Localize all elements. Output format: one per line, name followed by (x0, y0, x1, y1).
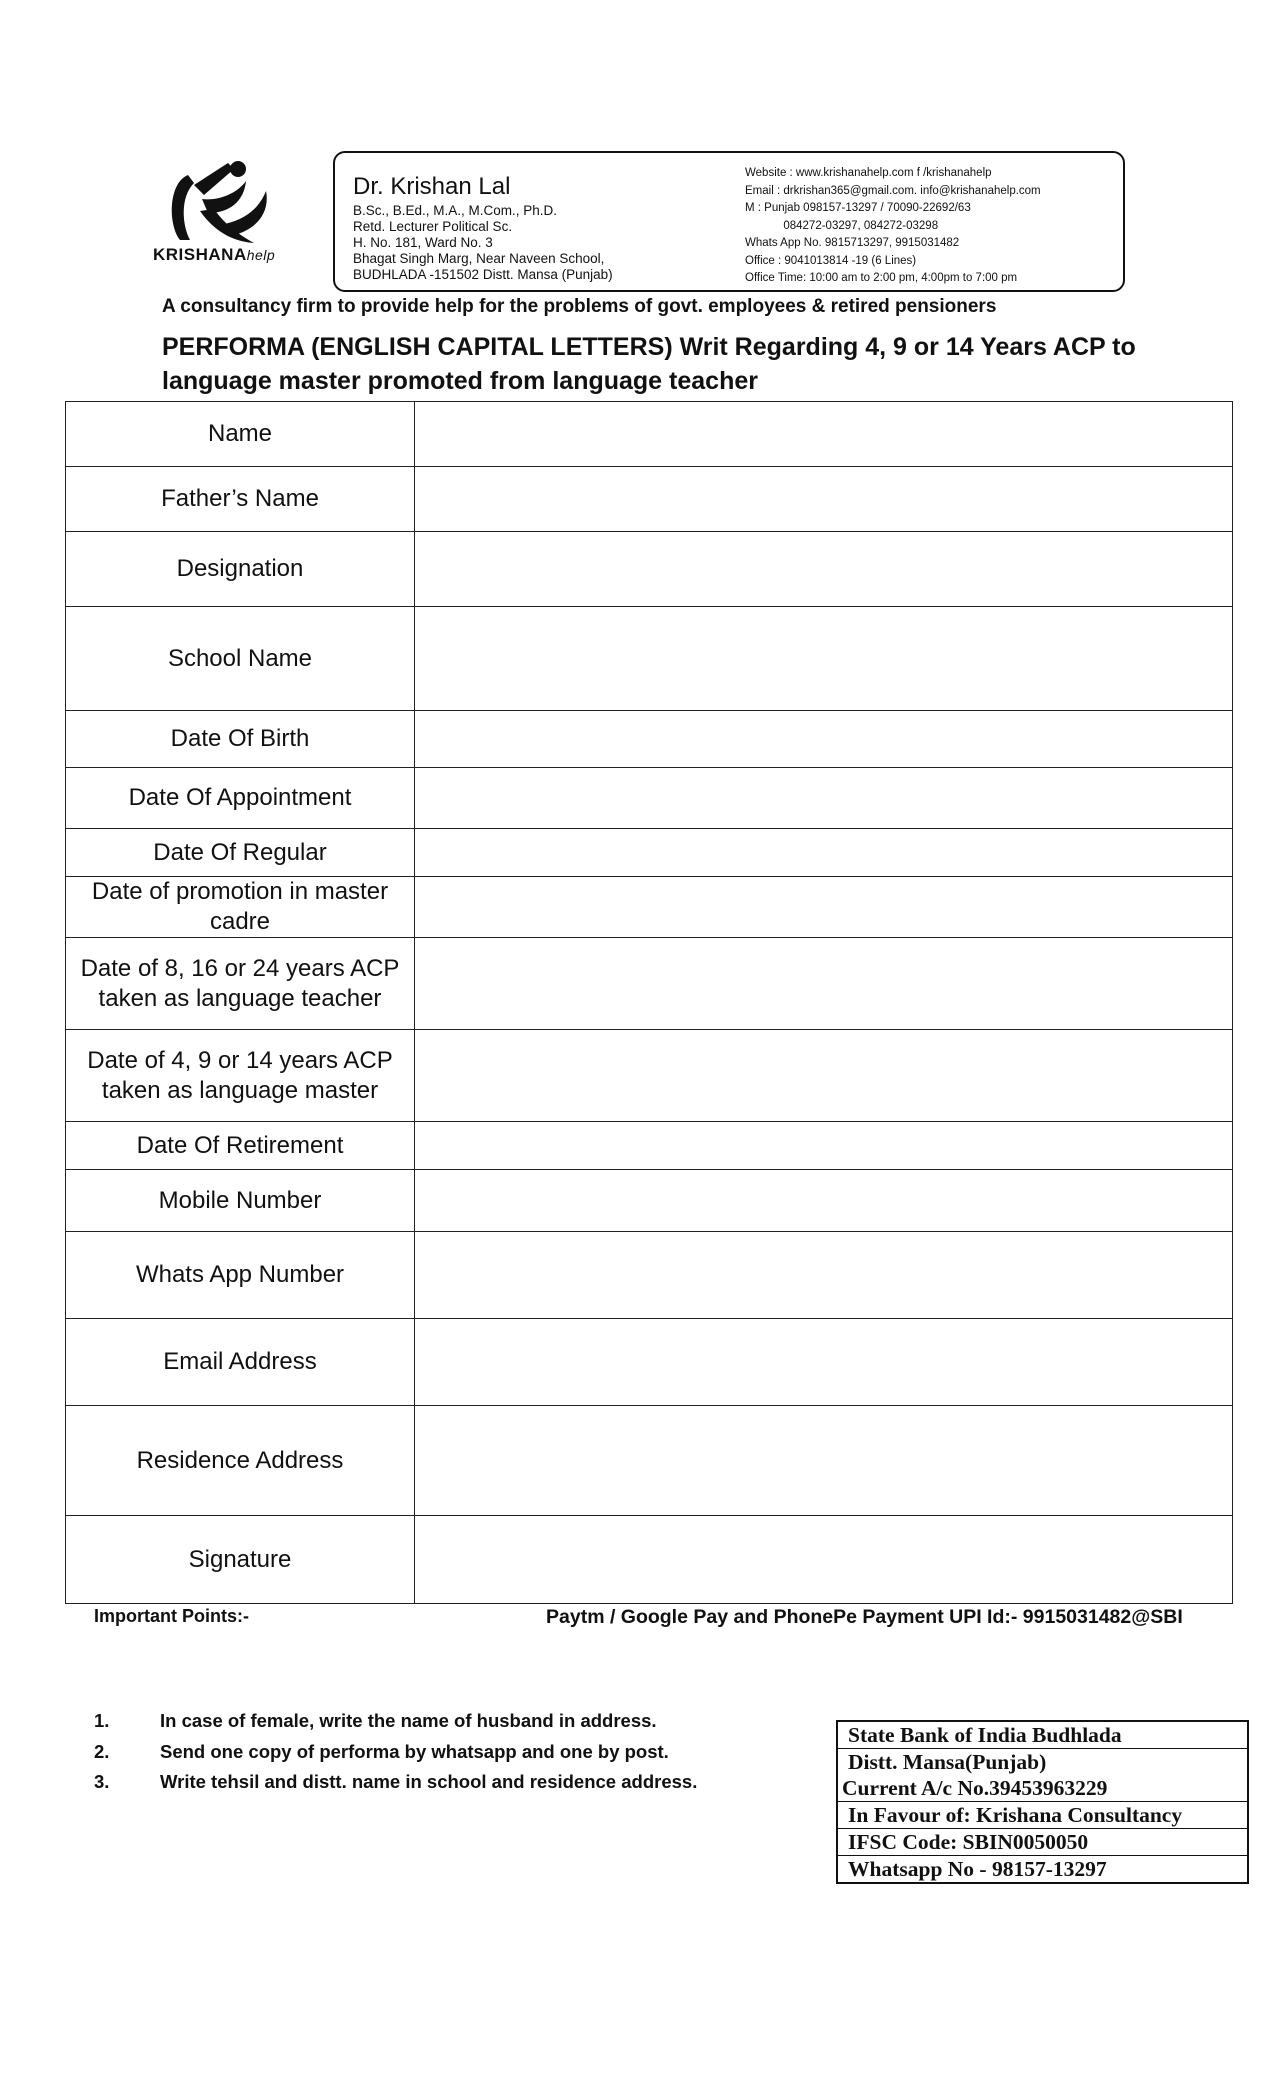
table-row (66, 1030, 1233, 1122)
field-value[interactable] (415, 1516, 1233, 1604)
table-row (66, 1516, 1233, 1604)
qualification-line: Retd. Lecturer Political Sc. (353, 219, 513, 234)
table-row (66, 607, 1233, 711)
field-value[interactable] (415, 1232, 1233, 1319)
field-label: Designation (66, 532, 415, 607)
bank-favour: In Favour of: Krishana Consultancy (837, 1802, 1248, 1829)
important-points-label: Important Points:- (94, 1606, 249, 1626)
table-row (66, 711, 1233, 768)
field-value[interactable] (415, 1030, 1233, 1122)
table-row (66, 768, 1233, 829)
field-label: School Name (66, 607, 415, 711)
field-label: Residence Address (66, 1406, 415, 1516)
address-line: H. No. 181, Ward No. 3 (353, 235, 493, 250)
table-row (66, 532, 1233, 607)
email-line: Email : drkrishan365@gmail.com. info@krishanahelp.com (745, 184, 1041, 197)
logo-text: KRISHANAhelp (153, 245, 276, 264)
field-value[interactable] (415, 467, 1233, 532)
field-value[interactable] (415, 829, 1233, 877)
table-row (66, 1122, 1233, 1170)
table-row (66, 938, 1233, 1030)
field-value[interactable] (415, 877, 1233, 938)
address-line: BUDHLADA -151502 Distt. Mansa (Punjab) (353, 267, 613, 282)
field-label: Date Of Birth (66, 711, 415, 768)
field-value[interactable] (415, 607, 1233, 711)
field-value[interactable] (415, 711, 1233, 768)
field-value[interactable] (415, 938, 1233, 1030)
address-line: Bhagat Singh Marg, Near Naveen School, (353, 251, 605, 266)
important-points-list (94, 1710, 697, 1802)
field-label: Email Address (66, 1319, 415, 1406)
field-value[interactable] (415, 768, 1233, 829)
phone-line: M : Punjab 098157-13297 / 70090-22692/63 (745, 202, 971, 214)
bank-whatsapp: Whatsapp No - 98157-13297 (837, 1856, 1248, 1884)
field-label: Father’s Name (66, 467, 415, 532)
whatsapp-line: Whats App No. 9815713297, 9915031482 (745, 237, 960, 249)
bank-district: Distt. Mansa(Punjab) (837, 1749, 1248, 1776)
page-title: PERFORMA (ENGLISH CAPITAL LETTERS) Writ Regarding 4, 9 or 14 Years ACP to language master promoted from language teacher (162, 333, 1136, 395)
card-contact (745, 165, 1115, 288)
bank-account: Current A/c No.39453963229 (842, 1776, 1108, 1800)
qualification-line: B.Sc., B.Ed., M.A., M.Com., Ph.D. (353, 203, 558, 218)
performa-table (65, 401, 1233, 1604)
field-value[interactable] (415, 1122, 1233, 1170)
table-row (66, 1232, 1233, 1319)
list-item: 3. Write tehsil and distt. name in school and residence address. (94, 1771, 698, 1792)
list-item: 2. Send one copy of performa by whatsapp and one by post. (94, 1740, 669, 1762)
field-value[interactable] (415, 1170, 1233, 1232)
field-label: Name (66, 402, 415, 467)
table-row (66, 877, 1233, 938)
field-label: Date of 4, 9 or 14 years ACP taken as language master (66, 1030, 415, 1122)
contact-card (333, 151, 1125, 292)
bank-ifsc: IFSC Code: SBIN0050050 (837, 1829, 1248, 1856)
field-label: Date Of Appointment (66, 768, 415, 829)
field-value[interactable] (415, 532, 1233, 607)
field-label: Date of promotion in master cadre (66, 877, 415, 938)
doctor-name: Dr. Krishan Lal (353, 173, 511, 200)
field-label: Signature (66, 1516, 415, 1604)
website-line: Website : www.krishanahelp.com f /krishanahelp (745, 167, 992, 179)
office-line: Office : 9041013814 -19 (6 Lines) (745, 254, 917, 267)
field-label: Date Of Regular (66, 829, 415, 877)
table-row (66, 402, 1233, 467)
field-value[interactable] (415, 402, 1233, 467)
field-label: Date of 8, 16 or 24 years ACP taken as language teacher (66, 938, 415, 1030)
table-row (66, 829, 1233, 877)
field-label: Whats App Number (66, 1232, 415, 1319)
bank-details-box (836, 1720, 1249, 1884)
field-value[interactable] (415, 1406, 1233, 1516)
upi-payment-text: Paytm / Google Pay and PhonePe Payment UPI Id:- 9915031482@SBI (546, 1606, 1183, 1628)
list-item: 1. In case of female, write the name of husband in address. (94, 1710, 657, 1731)
table-row (66, 1319, 1233, 1406)
table-row (66, 1406, 1233, 1516)
field-value[interactable] (415, 1319, 1233, 1406)
field-label: Mobile Number (66, 1170, 415, 1232)
bank-name: State Bank of India Budhlada (848, 1723, 1122, 1747)
tagline: A consultancy firm to provide help for the problems of govt. employees & retired pensioners (162, 296, 997, 317)
table-row (66, 467, 1233, 532)
field-label: Date Of Retirement (66, 1122, 415, 1170)
phone-line: 084272-03297, 084272-03298 (745, 219, 939, 232)
table-row (66, 1170, 1233, 1232)
card-left (353, 173, 733, 283)
office-time-line: Office Time: 10:00 am to 2:00 pm, 4:00pm to 7:00 pm (745, 272, 1018, 284)
